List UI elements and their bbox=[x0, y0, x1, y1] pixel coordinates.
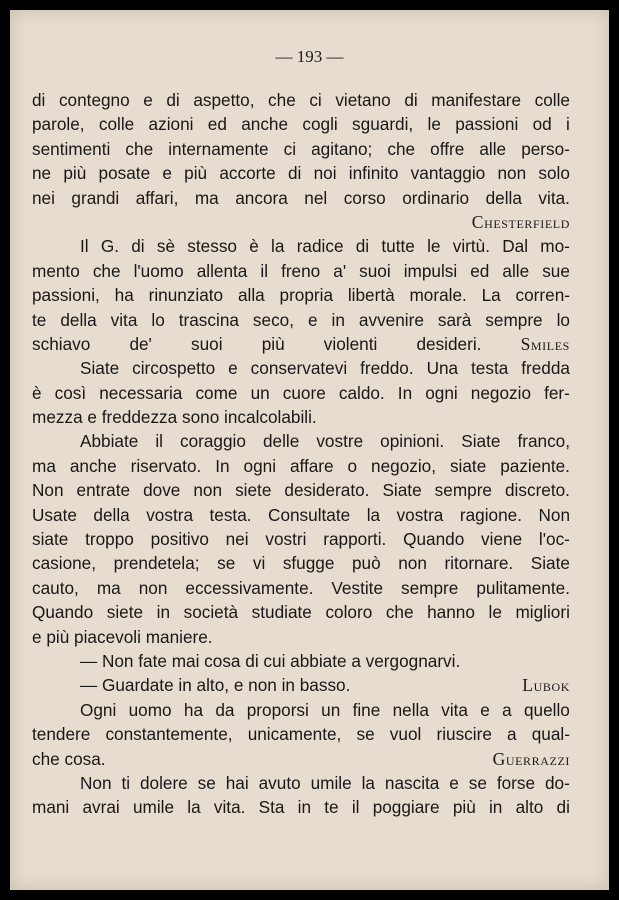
word: vuol bbox=[389, 724, 422, 745]
word: cogli bbox=[302, 114, 338, 135]
word: che bbox=[385, 602, 414, 623]
text-line bbox=[32, 551, 570, 575]
word: aspetto, bbox=[193, 90, 255, 110]
word: vostre bbox=[316, 431, 364, 452]
word: come bbox=[195, 382, 238, 403]
word: colle bbox=[534, 90, 570, 110]
word: sue bbox=[542, 260, 570, 281]
word: mento bbox=[32, 260, 80, 281]
word: e bbox=[449, 772, 459, 793]
word: siate bbox=[449, 455, 487, 476]
line-text: — Non fate mai cosa di cui abbiate a vergognarvi. bbox=[80, 650, 461, 671]
word: trascina bbox=[178, 309, 239, 330]
word: umile bbox=[132, 797, 175, 818]
word: vita bbox=[441, 699, 468, 720]
word: affari, bbox=[135, 187, 179, 208]
word: violenti bbox=[323, 333, 378, 354]
word: può bbox=[351, 553, 381, 574]
word: vita bbox=[110, 309, 138, 330]
word: contegno bbox=[58, 90, 130, 110]
word: virtù. bbox=[452, 236, 490, 257]
word: posate bbox=[98, 163, 151, 184]
word: e bbox=[228, 358, 238, 379]
word: Consultate bbox=[268, 504, 351, 525]
word: se bbox=[356, 724, 375, 745]
word: propria bbox=[279, 285, 334, 306]
word: pulitamente. bbox=[476, 577, 570, 598]
text-line bbox=[32, 673, 570, 697]
word: più bbox=[261, 333, 285, 354]
word: caldo. bbox=[338, 382, 385, 403]
word: alto bbox=[515, 797, 544, 818]
word: se bbox=[217, 553, 236, 574]
word: riuscire bbox=[436, 724, 492, 745]
text-line bbox=[32, 405, 570, 429]
word: circospetto bbox=[132, 358, 216, 379]
word: il bbox=[351, 797, 360, 818]
word: un bbox=[321, 699, 341, 720]
word: tutte bbox=[381, 236, 415, 257]
page-number: — 193 — bbox=[275, 47, 344, 66]
text-line bbox=[32, 747, 570, 771]
word: de' bbox=[129, 333, 152, 354]
word: freddo. bbox=[360, 358, 414, 379]
word: avrai bbox=[82, 797, 120, 818]
word: non bbox=[193, 480, 223, 501]
word: migliori bbox=[515, 602, 570, 623]
word: agitano; bbox=[311, 138, 373, 159]
word: ordinario bbox=[402, 187, 470, 208]
word: La bbox=[481, 285, 501, 306]
word: della bbox=[60, 309, 97, 330]
word: ogni bbox=[243, 455, 277, 476]
text-line bbox=[32, 600, 570, 624]
word: forse bbox=[496, 772, 536, 793]
word: di bbox=[166, 90, 180, 110]
word: sarà bbox=[437, 309, 472, 330]
word: se bbox=[197, 772, 216, 793]
text-line bbox=[32, 503, 570, 527]
text-line bbox=[32, 259, 570, 283]
word: freno bbox=[281, 260, 321, 281]
word: accorte bbox=[219, 163, 276, 184]
word: il bbox=[260, 260, 269, 281]
text-line bbox=[32, 478, 570, 502]
word: ne bbox=[32, 163, 52, 184]
word: le bbox=[427, 114, 441, 135]
word: è bbox=[32, 382, 42, 403]
word: che bbox=[387, 138, 416, 159]
word: riservato. bbox=[130, 455, 202, 476]
word: te bbox=[32, 309, 47, 330]
word: alle bbox=[479, 138, 507, 159]
word: siete bbox=[106, 602, 144, 623]
word: Ogni bbox=[80, 699, 117, 720]
word: eccessivamente. bbox=[185, 577, 314, 598]
word: offre bbox=[430, 138, 465, 159]
word: Una bbox=[426, 358, 459, 379]
text-line bbox=[32, 576, 570, 600]
word: Siate bbox=[530, 553, 570, 574]
word: nascita bbox=[384, 772, 440, 793]
word: in bbox=[331, 309, 345, 330]
word: casione, bbox=[32, 553, 97, 574]
word: ma bbox=[96, 577, 121, 598]
word: siete bbox=[235, 480, 272, 501]
word: prendetela; bbox=[113, 553, 200, 574]
word: la bbox=[187, 797, 201, 818]
word: perso- bbox=[521, 138, 570, 159]
word: Vestite bbox=[331, 577, 384, 598]
word: Dal bbox=[502, 236, 529, 257]
word: di bbox=[32, 90, 46, 110]
word: franco, bbox=[517, 431, 570, 452]
word: che bbox=[125, 138, 154, 159]
word: rinunziato bbox=[148, 285, 224, 306]
word: Il bbox=[80, 236, 89, 257]
word: e bbox=[143, 90, 153, 110]
word: Quando bbox=[32, 602, 94, 623]
word: Sta bbox=[258, 797, 285, 818]
word: è bbox=[249, 236, 259, 257]
word: ci bbox=[309, 90, 322, 110]
word: radice bbox=[296, 236, 344, 257]
word: e bbox=[480, 699, 490, 720]
text-line bbox=[32, 308, 570, 332]
text-line bbox=[32, 112, 570, 136]
word: mo- bbox=[540, 236, 570, 257]
word: non bbox=[398, 553, 427, 574]
word: testa bbox=[471, 358, 509, 379]
word: od bbox=[532, 114, 552, 135]
word: internamente bbox=[168, 138, 269, 159]
word: ancora bbox=[235, 187, 288, 208]
text-line bbox=[32, 625, 570, 649]
word: più bbox=[184, 163, 208, 184]
word: le bbox=[488, 602, 502, 623]
word: solo bbox=[538, 163, 570, 184]
word: sfugge bbox=[282, 553, 335, 574]
word: tendere bbox=[32, 724, 91, 745]
word: sentimenti bbox=[32, 138, 111, 159]
word: i bbox=[566, 114, 570, 135]
text-line bbox=[32, 454, 570, 478]
word: della bbox=[93, 504, 130, 525]
word: sempre bbox=[401, 577, 459, 598]
word: di bbox=[131, 236, 145, 257]
word: la bbox=[271, 236, 285, 257]
word: coloro bbox=[325, 602, 373, 623]
word: ma bbox=[194, 187, 219, 208]
word: più bbox=[452, 797, 476, 818]
word: società bbox=[183, 602, 239, 623]
word: nella bbox=[392, 699, 429, 720]
word: ritornare. bbox=[444, 553, 514, 574]
word: necessaria bbox=[99, 382, 183, 403]
word: unicamente, bbox=[247, 724, 342, 745]
word: ha bbox=[183, 699, 204, 720]
word: dolere bbox=[139, 772, 188, 793]
word: vostra bbox=[146, 504, 194, 525]
word: negozio, bbox=[371, 455, 437, 476]
word: alle bbox=[502, 260, 530, 281]
word: a bbox=[507, 724, 517, 745]
word: di bbox=[404, 90, 418, 110]
word: ha bbox=[114, 285, 134, 306]
word: In bbox=[215, 455, 230, 476]
word: mani bbox=[32, 797, 70, 818]
word: ragione. bbox=[459, 504, 522, 525]
text-line bbox=[32, 429, 570, 453]
word: — Guardate in alto, e non in basso. bbox=[80, 675, 351, 696]
word: in bbox=[297, 797, 312, 818]
word: Siate bbox=[382, 480, 422, 501]
word: ma bbox=[32, 455, 56, 476]
word: della bbox=[485, 187, 522, 208]
word: sempre bbox=[485, 309, 543, 330]
text-line bbox=[32, 283, 570, 307]
word: coraggio bbox=[180, 431, 246, 452]
line-text: mezza e freddezza sono incalcolabili. bbox=[32, 407, 317, 428]
word: a' bbox=[333, 260, 347, 281]
word: e bbox=[308, 309, 318, 330]
word: fredda bbox=[521, 358, 570, 379]
word: Non bbox=[538, 504, 570, 525]
word: lo bbox=[556, 309, 570, 330]
text-line bbox=[32, 234, 570, 258]
word: sempre bbox=[434, 480, 492, 501]
word: hanno bbox=[427, 602, 475, 623]
word: vietano bbox=[335, 90, 391, 110]
word: negozio bbox=[470, 382, 532, 403]
word: In bbox=[397, 382, 413, 403]
text-line bbox=[32, 186, 570, 210]
word: fine bbox=[352, 699, 381, 720]
word: passioni bbox=[455, 114, 519, 135]
word: viene bbox=[481, 529, 523, 550]
word: studiate bbox=[251, 602, 312, 623]
word: conservatevi bbox=[250, 358, 348, 379]
word: Non bbox=[80, 772, 112, 793]
word: hai bbox=[225, 772, 249, 793]
word: lo bbox=[151, 309, 165, 330]
word: non bbox=[138, 577, 168, 598]
word: da bbox=[215, 699, 235, 720]
word: te bbox=[324, 797, 339, 818]
word: vostri bbox=[265, 529, 307, 550]
word: seco, bbox=[252, 309, 295, 330]
word: di bbox=[355, 236, 370, 257]
word: quello bbox=[523, 699, 570, 720]
text-line bbox=[32, 771, 570, 795]
word: desideri. bbox=[416, 333, 482, 354]
word: il bbox=[155, 431, 163, 452]
word: anche bbox=[69, 455, 117, 476]
text-line bbox=[32, 649, 570, 673]
word: uomo bbox=[128, 699, 172, 720]
word: vantaggio bbox=[410, 163, 486, 184]
word: che cosa. bbox=[32, 748, 106, 769]
word: l'oc- bbox=[538, 529, 570, 550]
word: nei bbox=[32, 187, 55, 208]
word: affare bbox=[289, 455, 334, 476]
word: di bbox=[287, 163, 302, 184]
word: corso bbox=[343, 187, 386, 208]
word: ti bbox=[121, 772, 131, 793]
word: grandi bbox=[71, 187, 120, 208]
word: sguardi, bbox=[352, 114, 414, 135]
word: allenta bbox=[196, 260, 248, 281]
word: Siate bbox=[80, 358, 120, 379]
book-page bbox=[10, 10, 609, 890]
word: paziente. bbox=[500, 455, 570, 476]
word: stesso bbox=[187, 236, 237, 257]
word: avuto bbox=[258, 772, 301, 793]
author-attribution: Lubok bbox=[522, 675, 570, 696]
word: infinito bbox=[348, 163, 399, 184]
word: Siate bbox=[461, 431, 501, 452]
word: le bbox=[427, 236, 441, 257]
text-line bbox=[32, 381, 570, 405]
word: umile bbox=[310, 772, 352, 793]
word: Non bbox=[32, 480, 64, 501]
word: Usate bbox=[32, 504, 77, 525]
word: positivo bbox=[150, 529, 209, 550]
word: che bbox=[268, 90, 296, 110]
word: do- bbox=[544, 772, 570, 793]
text-line bbox=[32, 722, 570, 746]
word: poggiare bbox=[372, 797, 440, 818]
word: troppo bbox=[85, 529, 134, 550]
word: delle bbox=[262, 431, 300, 452]
word: dove bbox=[143, 480, 181, 501]
text-line bbox=[32, 210, 570, 234]
text-line bbox=[32, 356, 570, 380]
line-text: e più piacevoli maniere. bbox=[32, 626, 213, 647]
word: non bbox=[497, 163, 527, 184]
word: noi bbox=[313, 163, 337, 184]
word: più bbox=[63, 163, 87, 184]
word: morale. bbox=[409, 285, 467, 306]
word: G. bbox=[100, 236, 119, 257]
text-line bbox=[32, 332, 570, 356]
word: di bbox=[556, 797, 570, 818]
word: così bbox=[54, 382, 87, 403]
text-line bbox=[32, 88, 570, 112]
word: l'uomo bbox=[133, 260, 184, 281]
word: vostra bbox=[396, 504, 444, 525]
text-line bbox=[32, 795, 570, 819]
word: Abbiate bbox=[80, 431, 139, 452]
author-attribution: Guerrazzi bbox=[492, 748, 570, 769]
word: opinioni. bbox=[380, 431, 445, 452]
word: siate bbox=[32, 529, 69, 550]
word: o bbox=[347, 455, 358, 476]
text-line bbox=[32, 698, 570, 722]
word: alla bbox=[237, 285, 265, 306]
word: che bbox=[92, 260, 121, 281]
word: entrate bbox=[76, 480, 131, 501]
word: parole, bbox=[32, 114, 85, 135]
word: corren- bbox=[515, 285, 570, 306]
word: cuore bbox=[282, 382, 326, 403]
word: schiavo bbox=[32, 333, 91, 354]
word: in bbox=[156, 602, 171, 623]
word: Quando bbox=[403, 529, 465, 550]
word: la bbox=[366, 504, 381, 525]
text-line bbox=[32, 161, 570, 185]
body-text bbox=[32, 88, 570, 820]
word: desiderato. bbox=[284, 480, 370, 501]
word: ed bbox=[470, 260, 490, 281]
word: vita. bbox=[538, 187, 570, 208]
word: nel bbox=[304, 187, 328, 208]
word: a bbox=[502, 699, 512, 720]
word: suoi bbox=[191, 333, 223, 354]
word: e bbox=[162, 163, 172, 184]
text-line bbox=[32, 137, 570, 161]
word: sè bbox=[156, 236, 176, 257]
word: avvenire bbox=[358, 309, 424, 330]
word: vi bbox=[252, 553, 266, 574]
author-attribution: Smiles bbox=[520, 333, 570, 354]
word: rapporti. bbox=[323, 529, 387, 550]
word: vita. bbox=[213, 797, 246, 818]
word: suoi bbox=[359, 260, 391, 281]
author-attribution: Chesterfield bbox=[471, 211, 570, 232]
word: discreto. bbox=[505, 480, 570, 501]
word: qual- bbox=[531, 724, 570, 745]
word: fer- bbox=[544, 382, 570, 403]
word: se bbox=[468, 772, 487, 793]
word: passioni, bbox=[32, 285, 100, 306]
word: ed bbox=[207, 114, 227, 135]
word: manifestare bbox=[431, 90, 522, 110]
word: un bbox=[250, 382, 270, 403]
word: libertà bbox=[347, 285, 395, 306]
word: nei bbox=[225, 529, 249, 550]
word: constantemente, bbox=[105, 724, 233, 745]
word: ci bbox=[283, 138, 297, 159]
word: impulsi bbox=[403, 260, 458, 281]
word: colle bbox=[98, 114, 135, 135]
word: la bbox=[361, 772, 375, 793]
word: proporsi bbox=[246, 699, 309, 720]
word: testa. bbox=[209, 504, 252, 525]
word: in bbox=[488, 797, 503, 818]
text-line bbox=[32, 527, 570, 551]
word: cauto, bbox=[32, 577, 79, 598]
word: azioni bbox=[148, 114, 194, 135]
word: ogni bbox=[425, 382, 458, 403]
word: anche bbox=[241, 114, 289, 135]
